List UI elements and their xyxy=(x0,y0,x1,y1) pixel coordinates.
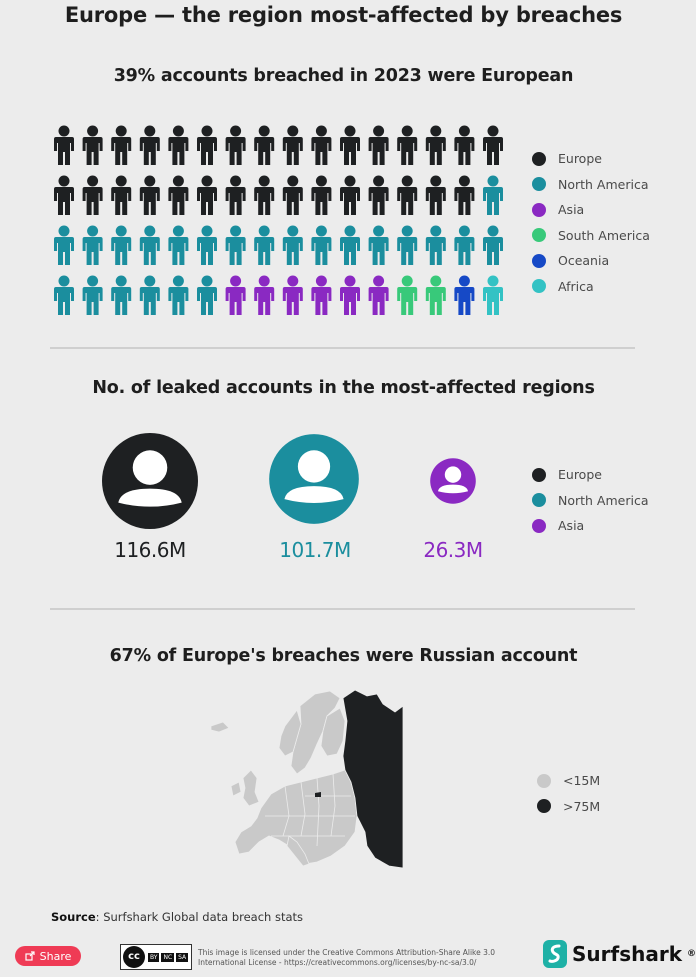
legend-swatch xyxy=(532,177,546,191)
europe-value-label: 116.6M xyxy=(114,538,186,562)
person-icon-north-america xyxy=(140,226,160,266)
cc-sa-icon: SA xyxy=(178,953,187,961)
person-icon-europe xyxy=(54,126,74,166)
person-icon-europe xyxy=(197,126,217,166)
person-icon-europe xyxy=(340,126,360,166)
person-icon-north-america xyxy=(111,226,131,266)
person-icon-asia xyxy=(311,276,331,316)
avatar-bubble-europe xyxy=(102,433,198,529)
person-icon-north-america xyxy=(168,226,188,266)
person-icon-europe xyxy=(226,126,246,166)
person-icon-south-america xyxy=(426,276,446,316)
person-icon-asia xyxy=(340,276,360,316)
legend-swatch xyxy=(532,203,546,217)
person-icon-europe xyxy=(311,126,331,166)
person-icon-north-america xyxy=(454,226,474,266)
source-text: : Surfshark Global data breach stats xyxy=(95,910,304,924)
legend-label: Oceania xyxy=(558,253,610,269)
divider xyxy=(50,347,635,349)
cc-by-icon: BY xyxy=(150,953,158,961)
share-button[interactable] xyxy=(15,946,81,966)
section3-title: 67% of Europe's breaches were Russian account xyxy=(109,646,578,666)
bubble-legend xyxy=(532,462,649,539)
legend-swatch xyxy=(532,254,546,268)
person-icon-north-america xyxy=(168,276,188,316)
legend-label: >75M xyxy=(563,798,601,814)
europe-map xyxy=(205,686,410,871)
person-icon-europe xyxy=(54,176,74,216)
person-icon-europe xyxy=(168,126,188,166)
map-region-iceland xyxy=(211,722,229,732)
person-icon-europe xyxy=(283,176,303,216)
license-text: This image is licensed under the Creative Commons Attribution-Share Alike 3.0 International License - https://creativecommons.org/licenses/by-nc-sa/3.0/ xyxy=(198,948,496,967)
person-icon-north-america xyxy=(369,226,389,266)
brand-name: Surfshark xyxy=(572,942,683,966)
person-icon-europe xyxy=(254,126,274,166)
legend-swatch xyxy=(532,468,546,482)
person-icon-oceania xyxy=(454,276,474,316)
person-icon-europe xyxy=(226,176,246,216)
brand-registered-mark: ® xyxy=(687,949,696,959)
legend-label: North America xyxy=(558,176,649,192)
person-icon-north-america xyxy=(483,226,503,266)
asia-value-label: 26.3M xyxy=(423,538,483,562)
cc-license-badge[interactable] xyxy=(120,944,192,970)
person-icon-europe xyxy=(254,176,274,216)
legend-label: Europe xyxy=(558,467,602,483)
legend-item xyxy=(532,488,649,514)
person-icon-north-america xyxy=(83,226,103,266)
person-icon-europe xyxy=(454,176,474,216)
person-icon-north-america xyxy=(426,226,446,266)
person-icon-europe xyxy=(197,176,217,216)
person-icon-asia xyxy=(254,276,274,316)
legend-item xyxy=(532,197,650,223)
person-icon-europe xyxy=(397,126,417,166)
legend-label: <15M xyxy=(563,773,601,789)
person-icon-north-america xyxy=(111,276,131,316)
map-legend xyxy=(537,768,600,819)
person-icon-north-america xyxy=(483,176,503,216)
person-icon-europe xyxy=(483,126,503,166)
person-icon-europe xyxy=(426,176,446,216)
person-icon-north-america xyxy=(54,226,74,266)
share-label: Share xyxy=(39,949,72,963)
legend-label: Europe xyxy=(558,151,602,167)
map-region-russia xyxy=(343,690,403,868)
person-icon-asia xyxy=(369,276,389,316)
legend-swatch xyxy=(537,774,551,788)
person-icon-asia xyxy=(283,276,303,316)
avatar-bubble-asia xyxy=(430,458,476,504)
legend-label: Asia xyxy=(558,518,585,534)
legend-swatch xyxy=(532,519,546,533)
legend-item xyxy=(537,768,600,794)
person-icon-europe xyxy=(454,126,474,166)
person-icon-europe xyxy=(311,176,331,216)
legend-item xyxy=(532,223,650,249)
legend-swatch xyxy=(532,152,546,166)
map-region-ireland xyxy=(231,782,241,796)
north-america-value-label: 101.7M xyxy=(279,538,351,562)
section2-title: No. of leaked accounts in the most-affected regions xyxy=(92,378,595,398)
person-icon-north-america xyxy=(83,276,103,316)
legend-item xyxy=(532,274,650,300)
person-icon-europe xyxy=(426,126,446,166)
person-icon-europe xyxy=(283,126,303,166)
cc-logo-icon: cc xyxy=(123,946,145,968)
source-note xyxy=(51,910,303,924)
person-icon-asia xyxy=(226,276,246,316)
legend-label: North America xyxy=(558,492,649,508)
legend-swatch xyxy=(532,493,546,507)
person-icon-europe xyxy=(168,176,188,216)
legend-swatch xyxy=(532,228,546,242)
legend-item xyxy=(532,146,650,172)
page-title: Europe — the region most-affected by breaches xyxy=(64,3,623,27)
legend-label: Asia xyxy=(558,202,585,218)
person-icon-north-america xyxy=(340,226,360,266)
person-icon-europe xyxy=(111,176,131,216)
person-icon-europe xyxy=(83,176,103,216)
person-icon-europe xyxy=(340,176,360,216)
person-icon-north-america xyxy=(311,226,331,266)
map-region-uk xyxy=(243,770,259,806)
person-icon-europe xyxy=(140,126,160,166)
section1-title: 39% accounts breached in 2023 were European xyxy=(113,66,574,86)
legend-label: South America xyxy=(558,227,650,243)
share-icon xyxy=(25,951,35,961)
person-icon-europe xyxy=(397,176,417,216)
legend-item xyxy=(532,172,650,198)
person-icon-north-america xyxy=(226,226,246,266)
legend-item xyxy=(532,248,650,274)
surfshark-logo[interactable] xyxy=(543,940,696,968)
person-icon-europe xyxy=(83,126,103,166)
person-icon-south-america xyxy=(397,276,417,316)
person-icon-europe xyxy=(140,176,160,216)
person-icon-north-america xyxy=(254,226,274,266)
person-icon-north-america xyxy=(197,226,217,266)
person-icon-north-america xyxy=(140,276,160,316)
cc-nc-icon: NC xyxy=(163,953,173,961)
pictogram-legend xyxy=(532,146,650,299)
person-icon-europe xyxy=(369,176,389,216)
avatar-bubble-north-america xyxy=(269,434,359,524)
divider xyxy=(50,608,635,610)
legend-item xyxy=(532,513,649,539)
person-icon-north-america xyxy=(397,226,417,266)
person-icon-north-america xyxy=(54,276,74,316)
person-icon-africa xyxy=(483,276,503,316)
legend-item xyxy=(537,794,600,820)
person-icon-europe xyxy=(111,126,131,166)
legend-swatch xyxy=(532,279,546,293)
legend-item xyxy=(532,462,649,488)
person-icon-north-america xyxy=(197,276,217,316)
person-icon-europe xyxy=(369,126,389,166)
source-label: Source xyxy=(51,910,96,924)
person-icon-north-america xyxy=(283,226,303,266)
surfshark-logo-icon xyxy=(543,940,567,968)
legend-label: Africa xyxy=(558,278,594,294)
legend-swatch xyxy=(537,799,551,813)
